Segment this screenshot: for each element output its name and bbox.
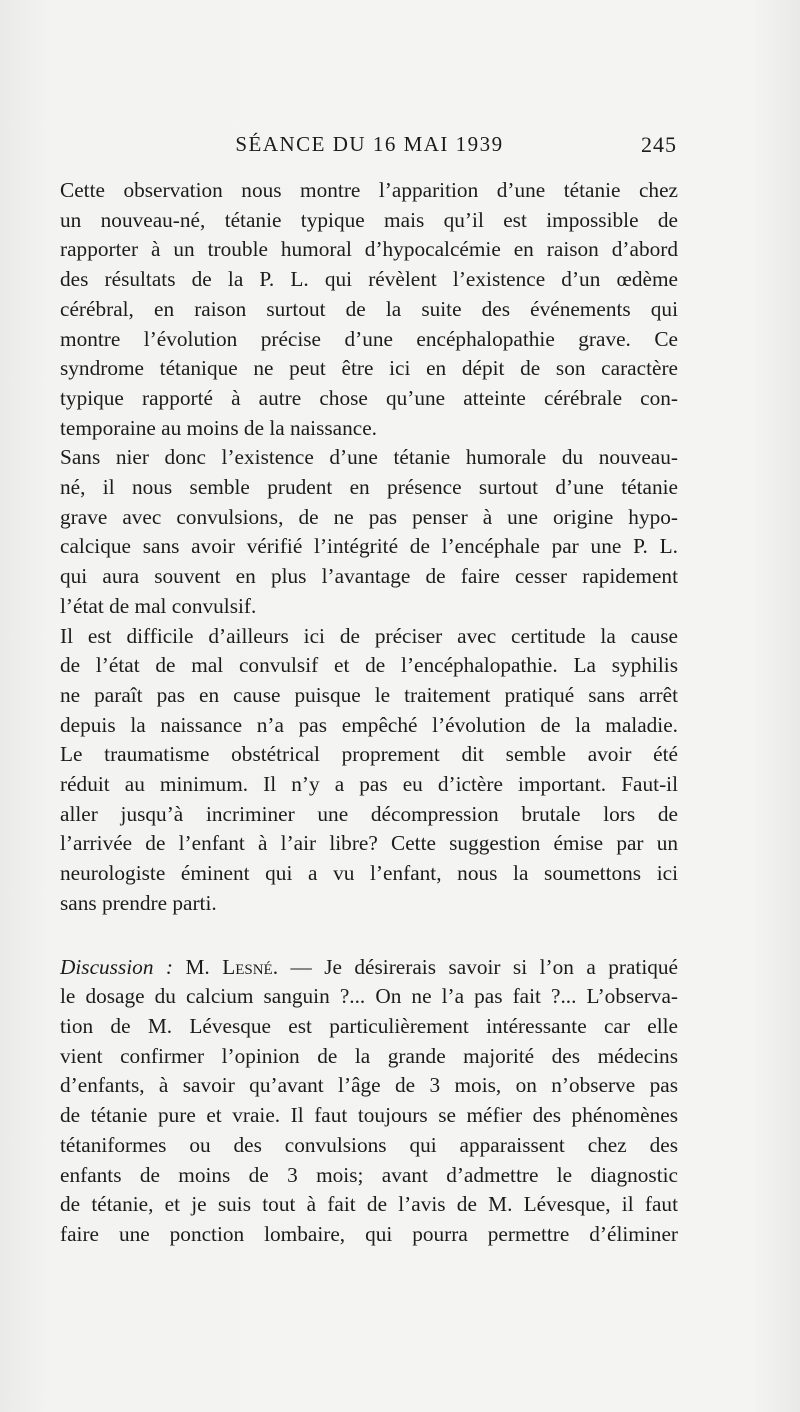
text-line: calcique sans avoir vérifié l’intégrité de l’encéphale par une P. L.: [60, 534, 678, 559]
text-line: Il est difficile d’ailleurs ici de préciser avec certitude la cause: [60, 623, 678, 648]
text-line: faire une ponction lombaire, qui pourra permettre d’éliminer: [60, 1221, 678, 1246]
text-line: Cette observation nous montre l’apparition d’une tétanie chez: [60, 178, 678, 202]
text-line: le dosage du calcium sanguin ?... On ne l’a pas fait ?... L’observa-: [60, 984, 678, 1009]
speaker-prefix: M.: [185, 954, 210, 979]
paragraph-2: [60, 443, 678, 621]
text-line: un nouveau-né, tétanie typique mais qu’il est impossible de: [60, 207, 678, 232]
text-line: Le traumatisme obstétrical proprement dit semble avoir été: [60, 742, 678, 767]
text-line: typique rapporté à autre chose qu’une atteinte cérébrale con-: [60, 385, 678, 410]
text-line: l’état de mal convulsif.: [60, 593, 257, 618]
text-line: grave avec convulsions, de ne pas penser à une origine hypo-: [60, 504, 678, 529]
text-line: de l’état de mal convulsif et de l’encéphalopathie. La syphilis: [60, 653, 678, 678]
text-line: d’enfants, à savoir qu’avant l’âge de 3 mois, on n’observe pas: [60, 1073, 678, 1098]
discussion-label: Discussion :: [60, 954, 174, 979]
page-number: 245: [641, 132, 677, 157]
discussion-paragraph: [60, 953, 678, 1250]
discussion-first-line: [60, 953, 678, 983]
text-line: syndrome tétanique ne peut être ici en dépit de son caractère: [60, 356, 678, 381]
text-line: Sans nier donc l’existence d’une tétanie humorale du nouveau-: [60, 445, 678, 470]
text-line: temporaine au moins de la naissance.: [60, 415, 377, 440]
text-line: tion de M. Lévesque est particulièrement intéressante car elle: [60, 1013, 678, 1038]
discussion-first-line-rest: — Je désirerais savoir si l’on a pratiqué: [290, 954, 679, 979]
paragraph-3: [60, 622, 678, 919]
text-line: sans prendre parti.: [60, 890, 217, 915]
body-text: [60, 176, 678, 1250]
text-line: neurologiste éminent qui a vu l’enfant, nous la soumettons ici: [60, 861, 678, 886]
text-line: montre l’évolution précise d’une encéphalopathie grave. Ce: [60, 326, 678, 351]
paragraph-1: [60, 176, 678, 443]
section-gap: [60, 919, 678, 953]
text-line: ne paraît pas en cause puisque le traitement pratiqué sans arrêt: [60, 682, 678, 707]
text-line: vient confirmer l’opinion de la grande majorité des médecins: [60, 1043, 678, 1068]
text-line: de tétanie pure et vraie. Il faut toujours se méfier des phénomènes: [60, 1103, 678, 1128]
text-line: rapporter à un trouble humoral d’hypocalcémie en raison d’abord: [60, 237, 678, 262]
text-line: enfants de moins de 3 mois; avant d’admettre le diagnostic: [60, 1162, 678, 1187]
text-line: cérébral, en raison surtout de la suite des événements qui: [60, 296, 678, 321]
text-line: qui aura souvent en plus l’avantage de faire cesser rapidement: [60, 564, 678, 589]
text-line: de tétanie, et je suis tout à fait de l’avis de M. Lévesque, il faut: [60, 1192, 678, 1217]
speaker-name: Lesné.: [222, 954, 279, 979]
text-line: tétaniformes ou des convulsions qui apparaissent chez des: [60, 1132, 678, 1157]
text-line: des résultats de la P. L. qui révèlent l’existence d’un œdème: [60, 267, 678, 292]
page-header: [62, 128, 677, 162]
running-head: SÉANCE DU 16 MAI 1939: [235, 132, 504, 156]
text-line: réduit au minimum. Il n’y a pas eu d’ictère important. Faut-il: [60, 772, 678, 797]
text-line: depuis la naissance n’a pas empêché l’évolution de la maladie.: [60, 712, 678, 737]
text-line: né, il nous semble prudent en présence surtout d’une tétanie: [60, 475, 678, 500]
text-line: l’arrivée de l’enfant à l’air libre? Cette suggestion émise par un: [60, 831, 678, 856]
text-line: aller jusqu’à incriminer une décompression brutale lors de: [60, 801, 678, 826]
